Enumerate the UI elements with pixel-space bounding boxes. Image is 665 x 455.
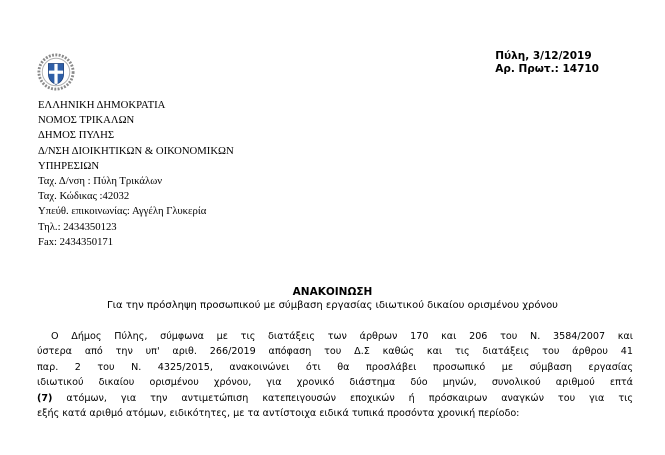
greek-coat-of-arms-icon (37, 53, 75, 91)
sender-line: ΥΠΗΡΕΣΙΩΝ (38, 159, 100, 172)
sender-address: Ταχ. Δ/νση : Πύλη Τρικάλων (38, 175, 163, 188)
person-count: (7) (37, 392, 53, 404)
sender-block (38, 98, 234, 250)
sender-line: ΝΟΜΟΣ ΤΡΙΚΑΛΩΝ (38, 114, 135, 127)
sender-fax: Fax: 2434350171 (38, 235, 114, 248)
body-line: παρ. 2 του Ν. 4325/2015, ανακοινώνει ότι θα προσλάβει προσωπικό με σύμβαση εργασίας (37, 361, 633, 373)
body-line: ύστερα από την υπ' αριθ. 266/2019 απόφαση του Δ.Σ καθώς και τις διατάξεις του άρθρου 41 (37, 346, 633, 358)
body-line-with-count (37, 391, 633, 406)
body-line: ιδιωτικού δικαίου ορισμένου χρόνου, για χρονικό διάστημα δύο μηνών, συνολικού αριθμού επτά (37, 377, 633, 389)
sender-line: ΕΛΛΗΝΙΚΗ ΔΗΜΟΚΡΑΤΙΑ (38, 99, 166, 111)
sender-line: ΔΗΜΟΣ ΠΥΛΗΣ (38, 129, 115, 142)
body-line: Ο Δήμος Πύλης, σύμφωνα με τις διατάξεις των άρθρων 170 και 206 του Ν. 3584/2007 και (51, 331, 633, 342)
document-date: Πύλη, 3/12/2019 (495, 50, 592, 62)
body-line-rest: ατόμων, για την αντιμετώπιση κατεπειγουσών εποχικών ή πρόσκαιρων αναγκών του για τις (52, 392, 633, 404)
sender-line: Δ/ΝΣΗ ΔΙΟΙΚΗΤΙΚΩΝ & ΟΙΚΟΝΟΜΙΚΩΝ (38, 144, 234, 157)
announcement-body (37, 329, 633, 421)
announcement-title: ΑΝΑΚΟΙΝΩΣΗ (292, 286, 373, 298)
sender-phone: Τηλ.: 2434350123 (38, 220, 117, 233)
date-protocol-block (495, 50, 599, 76)
sender-postal-code: Ταχ. Κώδικας :42032 (38, 190, 130, 203)
protocol-number: Αρ. Πρωτ.: 14710 (495, 63, 599, 75)
body-line: εξής κατά αριθμό ατόμων, ειδικότητες, με τα αντίστοιχα ειδικά τυπικά προσόντα χρονική περίοδο: (37, 408, 520, 420)
sender-contact: Υπεύθ. επικοινωνίας: Αγγέλη Γλυκερία (38, 205, 207, 218)
announcement-subtitle: Για την πρόσληψη προσωπικού με σύμβαση εργασίας ιδιωτικού δικαίου ορισμένου χρόνου (107, 300, 558, 311)
